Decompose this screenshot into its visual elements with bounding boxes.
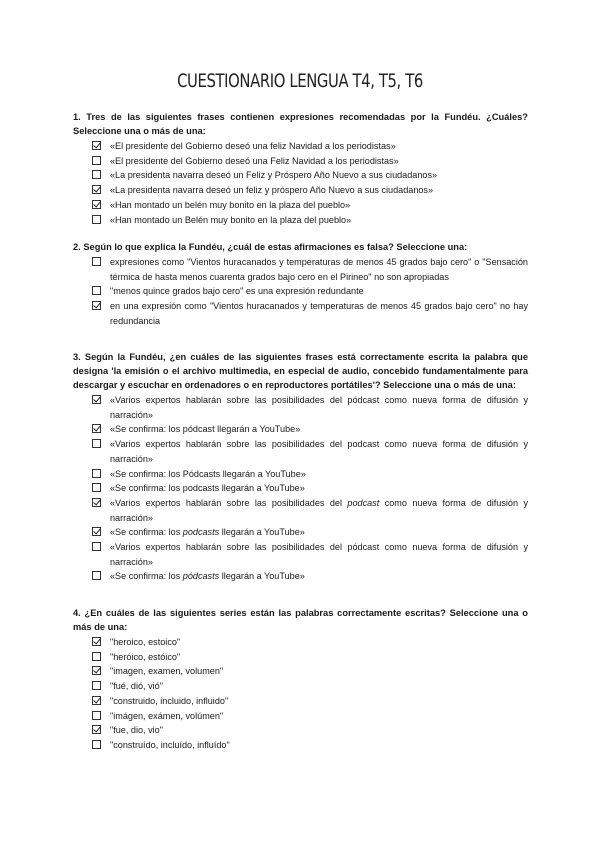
checked-checkbox[interactable] bbox=[92, 527, 101, 536]
option-row[interactable] bbox=[73, 635, 528, 650]
checkbox[interactable] bbox=[92, 711, 101, 720]
option-row[interactable] bbox=[73, 569, 528, 584]
option-row[interactable] bbox=[73, 284, 528, 299]
option-row[interactable] bbox=[73, 183, 528, 198]
option-row[interactable] bbox=[73, 393, 528, 422]
checked-checkbox[interactable] bbox=[92, 424, 101, 433]
checkbox[interactable] bbox=[92, 681, 101, 690]
option-row[interactable] bbox=[73, 467, 528, 482]
checkbox[interactable] bbox=[92, 439, 101, 448]
option-row[interactable] bbox=[73, 709, 528, 724]
option-text: "imágen, exámen, volúmen" bbox=[110, 710, 224, 721]
option-row[interactable] bbox=[73, 422, 528, 437]
checkbox[interactable] bbox=[92, 483, 101, 492]
option-text: «Varios expertos hablarán sobre las posibilidades del podcast como nueva forma de difusión y narración» bbox=[110, 497, 528, 523]
checkbox[interactable] bbox=[92, 156, 101, 165]
option-text: "imagen, examen, volumen" bbox=[110, 666, 224, 677]
option-text: «Se confirma: los Pódcasts llegarán a YouTube» bbox=[110, 468, 306, 479]
checkbox[interactable] bbox=[92, 571, 101, 580]
option-text: «La presidenta navarra deseó un feliz y próspero Año Nuevo a sus ciudadanos» bbox=[110, 185, 434, 196]
checked-checkbox[interactable] bbox=[92, 200, 101, 209]
option-row[interactable] bbox=[73, 198, 528, 213]
option-text: «El presidente del Gobierno deseó una Feliz Navidad a los periodistas» bbox=[110, 155, 399, 166]
option-text: «Varios expertos hablarán sobre las posibilidades del podcast como nueva forma de difusión y narración» bbox=[110, 439, 528, 464]
option-row[interactable] bbox=[73, 496, 528, 525]
option-text: "heroico, estoico" bbox=[110, 637, 181, 647]
checked-checkbox[interactable] bbox=[92, 696, 101, 705]
option-text: «El presidente del Gobierno deseó una feliz Navidad a los periodistas» bbox=[110, 141, 396, 151]
option-row[interactable] bbox=[73, 213, 528, 228]
option-text: «Se confirma: los podcasts llegarán a YouTube» bbox=[110, 483, 305, 494]
option-text: «Se confirma: los podcasts llegarán a YouTube» bbox=[110, 527, 305, 538]
option-text: "menos quince grados bajo cero" es una expresión redundante bbox=[110, 286, 364, 297]
option-text: en una expresión como "Vientos huracanados y temperaturas de menos 45 grados bajo cero" no hay redundancia bbox=[110, 301, 528, 326]
checked-checkbox[interactable] bbox=[92, 725, 101, 734]
option-text: «Se confirma: los pódcast llegarán a YouTube» bbox=[110, 424, 301, 435]
option-text: «Varios expertos hablarán sobre las posibilidades del pódcast como nueva forma de difusión y narración» bbox=[110, 542, 528, 567]
checkbox[interactable] bbox=[92, 652, 101, 661]
option-row[interactable] bbox=[73, 525, 528, 540]
option-text: «Han montado un Belén muy bonito en la plaza del pueblo» bbox=[110, 214, 352, 225]
option-text: "construido, incluido, influido" bbox=[110, 695, 229, 706]
option-row[interactable] bbox=[73, 481, 528, 496]
option-text: «Han montado un belén muy bonito en la plaza del pueblo» bbox=[110, 199, 351, 210]
checked-checkbox[interactable] bbox=[92, 666, 101, 675]
option-text: «Se confirma: los pódcasts llegarán a YouTube» bbox=[110, 571, 305, 582]
page-title: CUESTIONARIO LENGUA T4, T5, T6 bbox=[177, 70, 423, 92]
checkbox[interactable] bbox=[92, 286, 101, 295]
checkbox[interactable] bbox=[92, 542, 101, 551]
checked-checkbox[interactable] bbox=[92, 498, 101, 507]
options-list bbox=[73, 635, 528, 753]
option-row[interactable] bbox=[73, 664, 528, 679]
option-text: "heróico, estóico" bbox=[110, 651, 181, 662]
question-heading: 4. ¿En cuáles de las siguientes series están las palabras correctamente escritas? Seleccione una o más de una: bbox=[73, 608, 528, 632]
option-text: «Varios expertos hablarán sobre las posibilidades del pódcast como nueva forma de difusión y narración» bbox=[110, 395, 528, 420]
question-heading: 1. Tres de las siguientes frases contienen expresiones recomendadas por la Fundéu. ¿Cuáles? Seleccione una o más de una: bbox=[73, 112, 528, 136]
option-row[interactable] bbox=[73, 679, 528, 694]
question-2 bbox=[73, 240, 528, 329]
options-list bbox=[73, 255, 528, 329]
checked-checkbox[interactable] bbox=[92, 395, 101, 404]
option-row[interactable] bbox=[73, 299, 528, 328]
question-1 bbox=[73, 110, 528, 227]
checked-checkbox[interactable] bbox=[92, 141, 101, 150]
option-row[interactable] bbox=[73, 540, 528, 569]
option-text: «La presidenta navarra deseó un Feliz y Próspero Año Nuevo a sus ciudadanos» bbox=[110, 170, 438, 181]
checkbox[interactable] bbox=[92, 215, 101, 224]
question-4 bbox=[73, 606, 528, 753]
question-heading: 3. Según la Fundéu, ¿en cuáles de las siguientes frases está correctamente escrita la palabra que designa 'la emisión o el archivo multimedia, en especial de audio, concebido fundamentalmente para descargar y escuchar en ordenadores o en reproductores portátiles'? Seleccione una o más de una: bbox=[73, 352, 528, 390]
option-row[interactable] bbox=[73, 738, 528, 753]
option-row[interactable] bbox=[73, 694, 528, 709]
option-row[interactable] bbox=[73, 437, 528, 466]
option-row[interactable] bbox=[73, 650, 528, 665]
checked-checkbox[interactable] bbox=[92, 637, 101, 646]
options-list bbox=[73, 393, 528, 584]
checkbox[interactable] bbox=[92, 257, 101, 266]
option-row[interactable] bbox=[73, 255, 528, 284]
checked-checkbox[interactable] bbox=[92, 185, 101, 194]
checkbox[interactable] bbox=[92, 469, 101, 478]
option-text: "fué, dió, vió" bbox=[110, 681, 163, 692]
options-list bbox=[73, 139, 528, 227]
checked-checkbox[interactable] bbox=[92, 301, 101, 310]
question-heading: 2. Según lo que explica la Fundéu, ¿cuál de estas afirmaciones es falsa? Seleccione una: bbox=[73, 242, 468, 252]
option-row[interactable] bbox=[73, 154, 528, 169]
option-text: expresiones como "Vientos huracanados y temperaturas de menos 45 grados bajo cero" o "Sensación térmica de hasta menos cuarenta grados bajo cero en el Pirineo" no son apropiadas bbox=[110, 257, 528, 282]
option-text: "fue, dio, vio" bbox=[110, 725, 163, 736]
option-row[interactable] bbox=[73, 723, 528, 738]
option-row[interactable] bbox=[73, 168, 528, 183]
option-text: "construído, incluído, influído" bbox=[110, 739, 230, 750]
question-3 bbox=[73, 350, 528, 584]
checkbox[interactable] bbox=[92, 170, 101, 179]
checkbox[interactable] bbox=[92, 740, 101, 749]
option-row[interactable] bbox=[73, 139, 528, 154]
